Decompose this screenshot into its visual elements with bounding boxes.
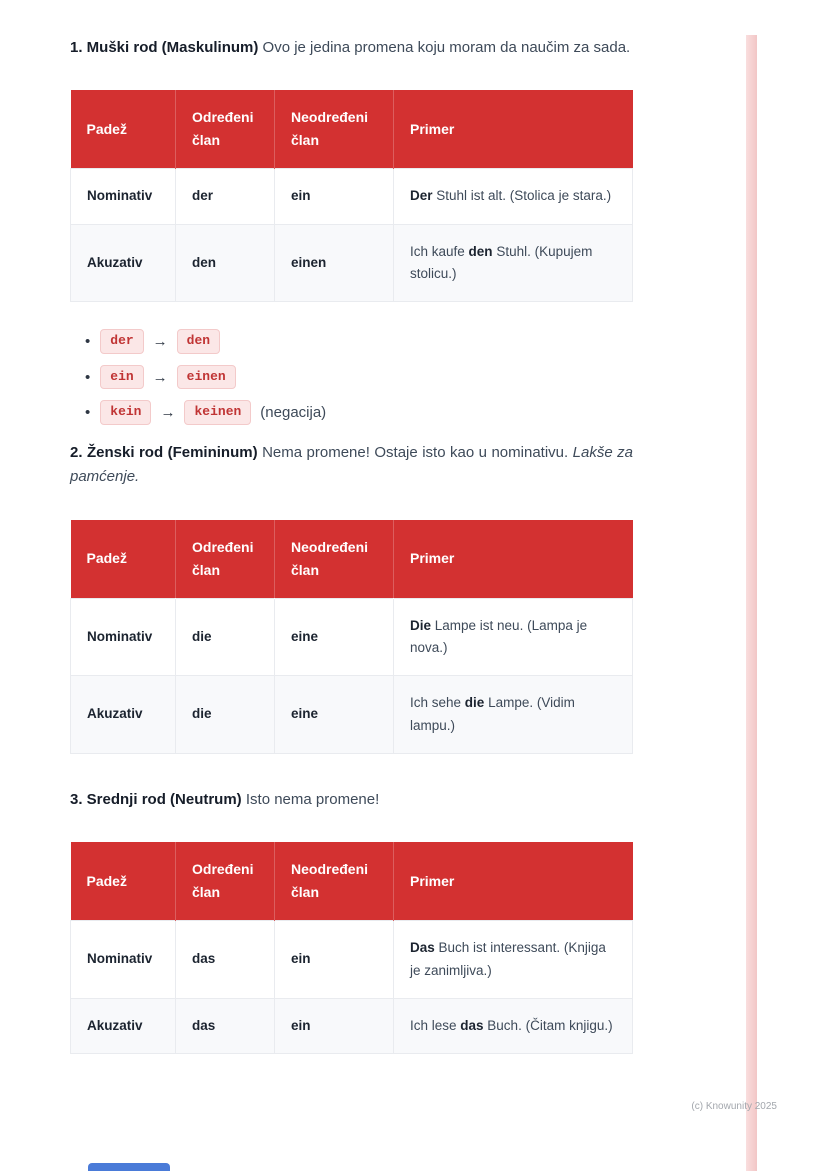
indefinite-article-cell: einen xyxy=(275,224,394,302)
column-header-example: Primer xyxy=(394,842,633,921)
arrow-right-icon: → xyxy=(160,404,176,422)
definite-article-cell: der xyxy=(176,169,275,224)
transformation-item xyxy=(85,400,633,425)
table-row xyxy=(71,921,633,999)
section-3-paragraph xyxy=(70,788,633,812)
example-bold-text: die xyxy=(464,695,485,711)
column-header-case: Padež xyxy=(71,842,176,921)
code-badge-from: • der xyxy=(100,329,143,354)
example-text: Stuhl. (Kupujem stolicu.) xyxy=(410,243,593,282)
definite-article-cell: den xyxy=(176,224,275,302)
code-badge-from: • kein xyxy=(100,400,151,425)
article-transformation-list xyxy=(70,329,633,425)
example-text: Lampe. (Vidim lampu.) xyxy=(410,695,575,733)
table-row xyxy=(71,169,633,224)
table-row xyxy=(71,676,633,754)
table-row xyxy=(71,224,633,302)
indefinite-article-cell: eine xyxy=(275,598,394,676)
example-cell xyxy=(394,998,633,1053)
section-1-paragraph xyxy=(70,36,633,60)
table-header-row xyxy=(71,842,633,921)
indefinite-article-cell: ein xyxy=(275,998,394,1053)
case-cell: Akuzativ xyxy=(71,998,176,1053)
definite-article-cell: das xyxy=(176,921,275,999)
example-bold-text: den xyxy=(468,243,493,259)
example-cell xyxy=(394,598,633,676)
example-cell xyxy=(394,676,633,754)
example-text: Stuhl ist alt. (Stolica je stara.) xyxy=(432,188,612,204)
column-header-example: Primer xyxy=(394,520,633,599)
table-row xyxy=(71,598,633,676)
example-cell xyxy=(394,921,633,999)
column-header-indefinite-article: Neodređeni član xyxy=(275,520,394,599)
arrow-right-icon: → xyxy=(152,368,168,386)
definite-article-cell: die xyxy=(176,598,275,676)
table-header-row xyxy=(71,520,633,599)
column-header-case: Padež xyxy=(71,520,176,599)
example-text: Ich sehe xyxy=(410,695,465,711)
definite-article-cell: das xyxy=(176,998,275,1053)
copyright-note: (c) Knowunity 2025 xyxy=(691,1101,777,1112)
section-2-heading: 2. Ženski rod (Femininum) xyxy=(70,443,258,461)
section-2-paragraph xyxy=(70,441,633,490)
column-header-indefinite-article: Neodređeni član xyxy=(275,842,394,921)
section-3-heading: 3. Srednji rod (Neutrum) xyxy=(70,790,242,808)
document-content xyxy=(70,36,633,1054)
next-page-peek-bar xyxy=(88,1163,170,1171)
feminine-table xyxy=(70,520,633,754)
arrow-right-icon: → xyxy=(152,333,168,351)
case-cell: Akuzativ xyxy=(71,676,176,754)
indefinite-article-cell: eine xyxy=(275,676,394,754)
case-cell: Nominativ xyxy=(71,921,176,999)
example-text: Buch. (Čitam knjigu.) xyxy=(483,1017,613,1033)
example-text: Ich kaufe xyxy=(410,243,469,259)
section-1-intro: Ovo je jedina promena koju moram da naučim za sada. xyxy=(262,39,631,56)
column-header-definite-article: Određeni član xyxy=(176,90,275,169)
section-2-intro-italic: Lakše za pamćenje. xyxy=(70,443,633,486)
page-edge-strip xyxy=(746,35,757,1171)
column-header-indefinite-article: Neodređeni član xyxy=(275,90,394,169)
code-badge-to: keinen xyxy=(184,400,251,425)
code-badge-to: einen xyxy=(177,365,236,390)
code-badge-to: den xyxy=(177,329,220,354)
example-text: Buch ist interessant. (Knjiga je zanimljiva.) xyxy=(410,940,606,978)
section-3-intro: Isto nema promene! xyxy=(245,790,380,808)
table-row xyxy=(71,998,633,1053)
transformation-item xyxy=(85,365,633,390)
definite-article-cell: die xyxy=(176,676,275,754)
case-cell: Nominativ xyxy=(71,598,176,676)
column-header-case: Padež xyxy=(71,90,176,169)
example-bold-text: Das xyxy=(410,940,435,956)
section-2-intro: Nema promene! Ostaje isto kao u nominativu. xyxy=(262,443,569,461)
masculine-table xyxy=(70,90,633,302)
example-cell xyxy=(394,169,633,224)
column-header-definite-article: Određeni član xyxy=(176,520,275,599)
example-bold-text: das xyxy=(460,1017,484,1033)
case-cell: Akuzativ xyxy=(71,224,176,302)
example-text: Ich lese xyxy=(410,1017,461,1033)
example-bold-text: Die xyxy=(410,617,432,633)
transformation-note: (negacija) xyxy=(260,404,327,422)
column-header-example: Primer xyxy=(394,90,633,169)
column-header-definite-article: Određeni član xyxy=(176,842,275,921)
neuter-table xyxy=(70,842,633,1054)
example-cell xyxy=(394,224,633,302)
section-1-heading: 1. Muški rod (Maskulinum) xyxy=(70,39,259,56)
code-badge-from: • ein xyxy=(100,365,143,390)
example-text: Lampe ist neu. (Lampa je nova.) xyxy=(410,617,588,655)
case-cell: Nominativ xyxy=(71,169,176,224)
indefinite-article-cell: ein xyxy=(275,169,394,224)
example-bold-text: Der xyxy=(410,188,433,204)
indefinite-article-cell: ein xyxy=(275,921,394,999)
transformation-item xyxy=(85,329,633,354)
table-header-row xyxy=(71,90,633,169)
